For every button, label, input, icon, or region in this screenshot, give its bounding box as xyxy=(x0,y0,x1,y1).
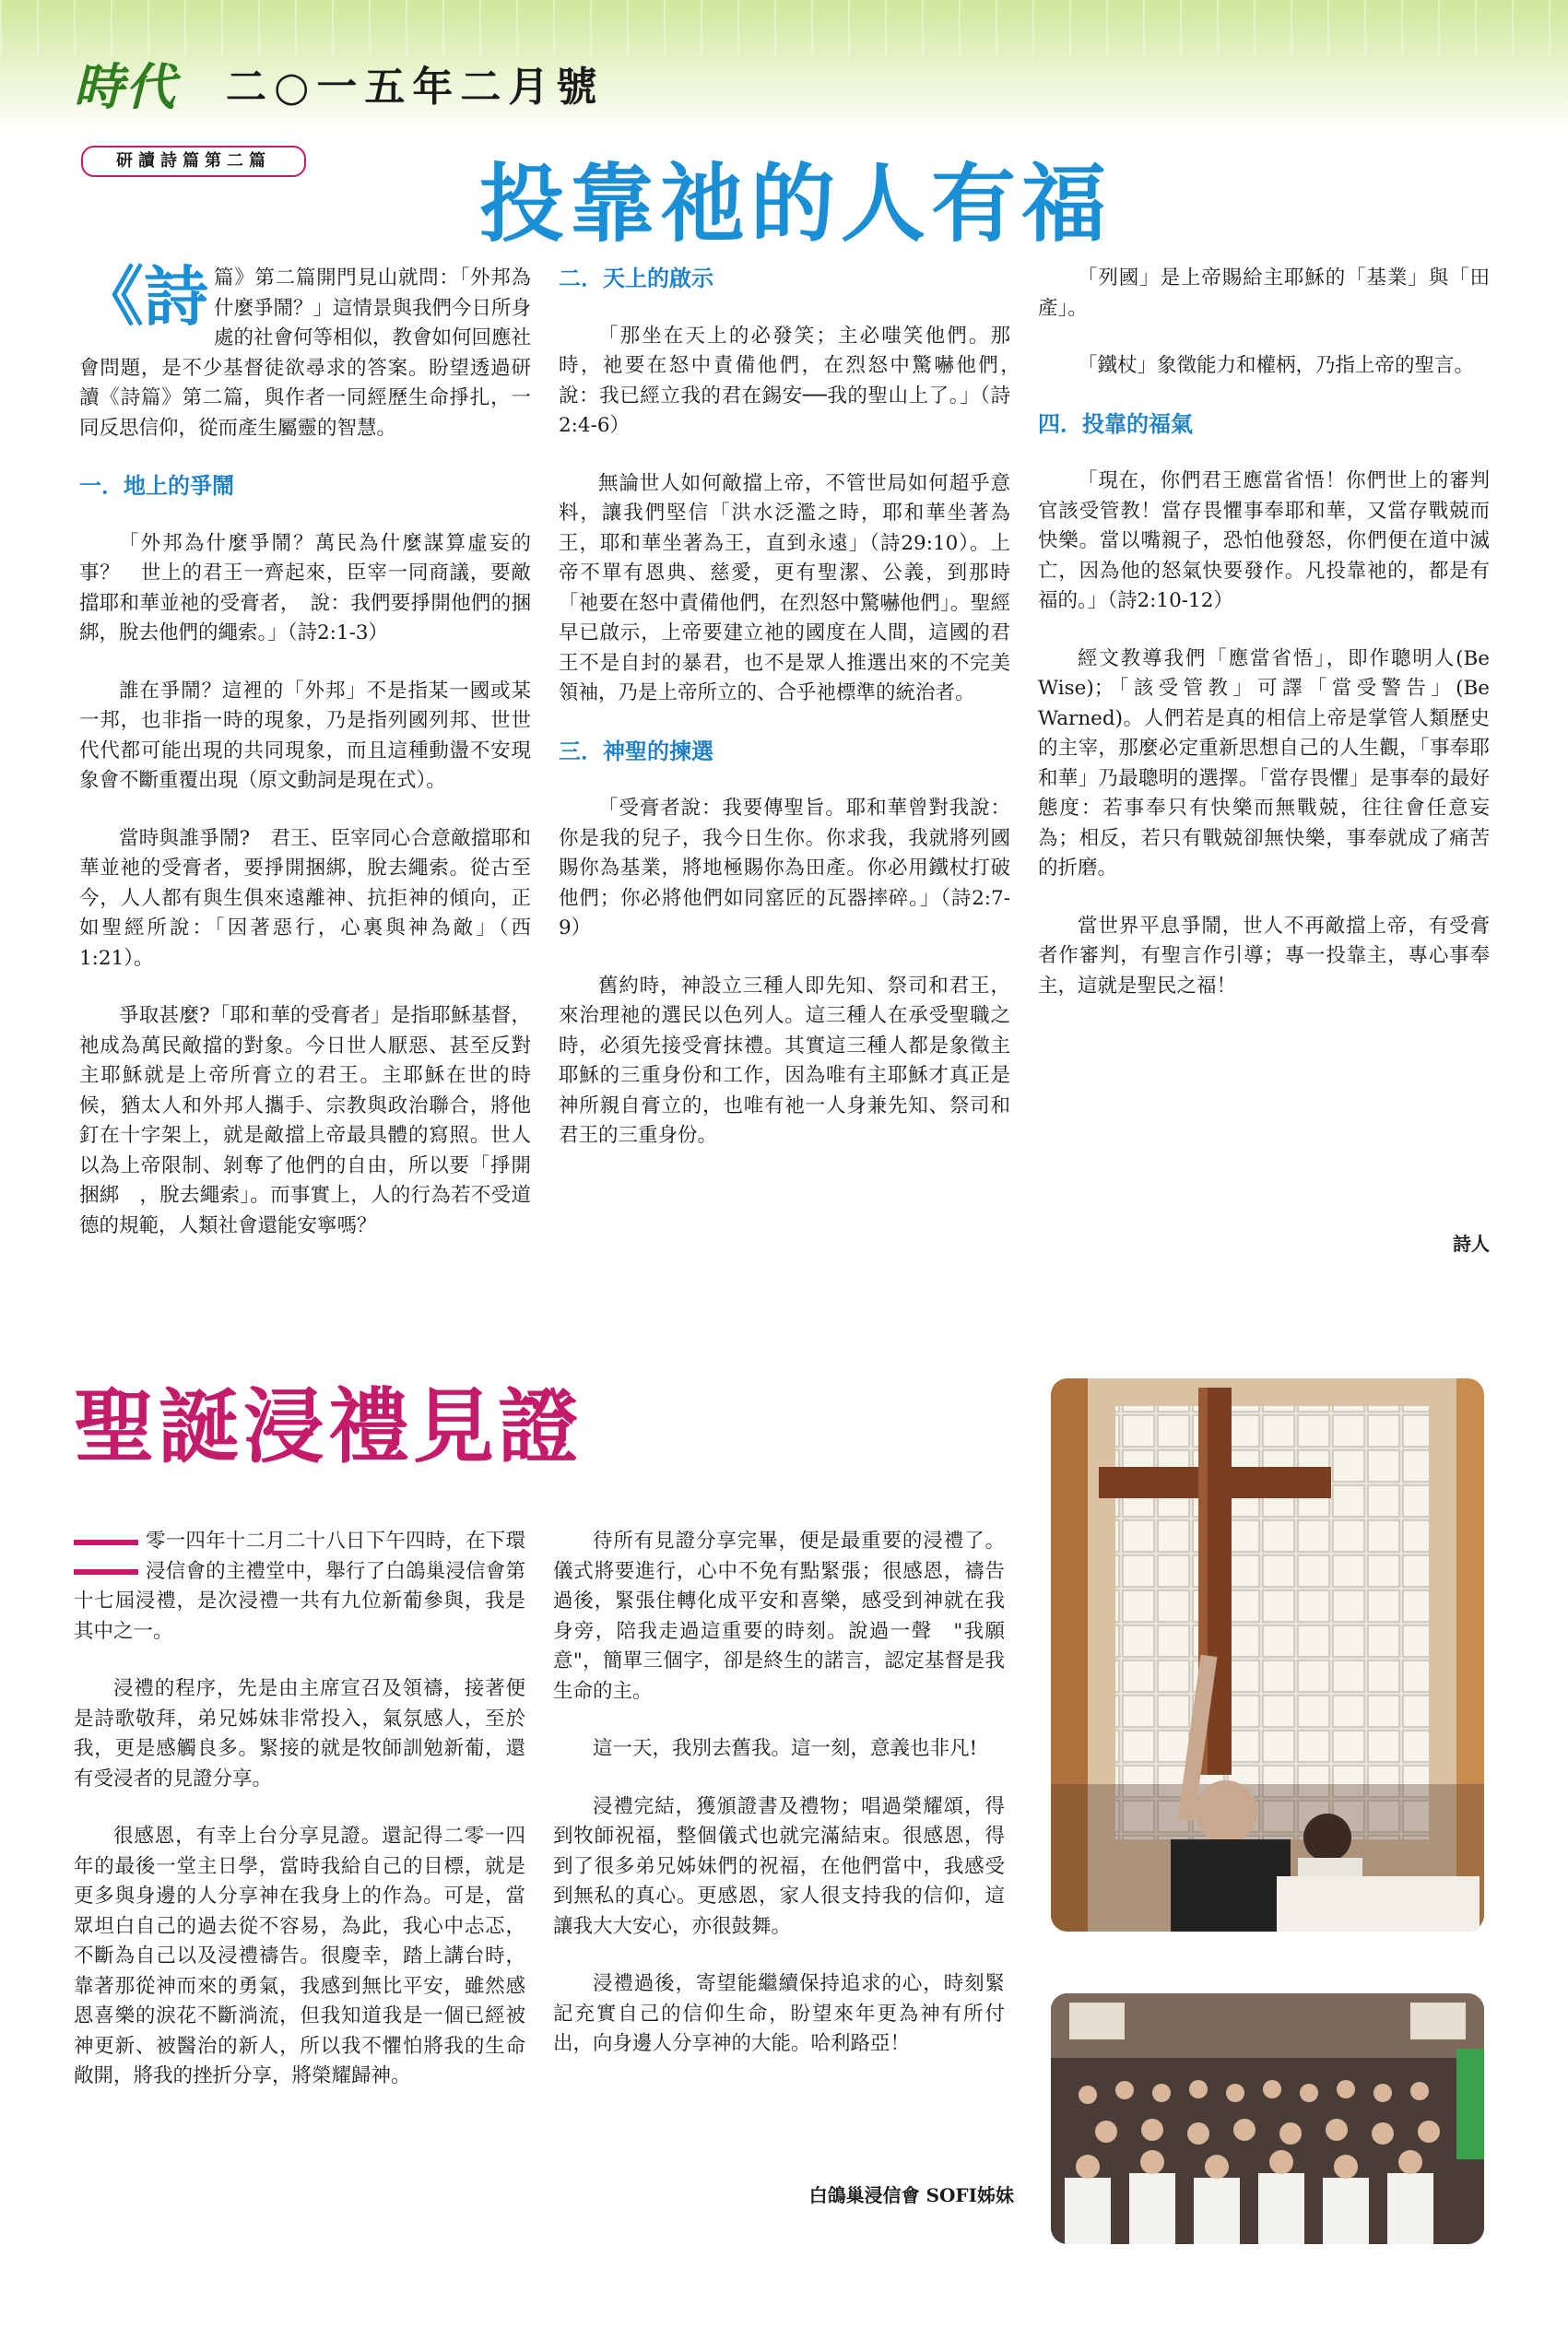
section-heading-3: 三．神聖的揀選 xyxy=(559,738,713,764)
issue-date: 二○一五年二月號 xyxy=(226,64,605,111)
paragraph: 經文教導我們「應當省悟」，即作聰明人(Be Wise)；「該受管教」可譯「當受警告」(Be Warned)。人們若是真的相信上帝是掌管人類歷史的主宰，那麼必定重新思想自己的人生觀，「事奉耶和華」乃最聰明的選擇。「當存畏懼」是事奉的最好態度：若事奉只有快樂而無戰兢，往往會任意妄為；相反，若只有戰兢卻無快樂，事奉就成了痛苦的折磨。 xyxy=(1038,646,1490,880)
testimony-column-1 xyxy=(74,1527,525,2120)
series-tag: 研讀詩篇第二篇 xyxy=(81,146,306,177)
paragraph: 舊約時，神設立三種人即先知、祭司和君王，來治理祂的選民以色列人。這三種人在承受聖職之時，必須先接受膏抹禮。其實這三種人都是象徵主耶穌的三重身份和工作，因為唯有主耶穌才真正是神所親自膏立的，也唯有祂一人身兼先知、祭司和君王的三重身份。 xyxy=(559,974,1010,1147)
article-column-3 xyxy=(1038,264,1490,1029)
drop-cap: 《詩 xyxy=(79,259,208,335)
paragraph: 無論世人如何敵擋上帝，不管世局如何超乎意料，讓我們堅信「洪水泛濫之時，耶和華坐著為王，耶和華坐著為王，直到永遠」（詩29:10）。上帝不單有恩典、慈愛，更有聖潔、公義，到那時「祂要在怒中責備他們，在烈怒中驚嚇他們」。聖經早已啟示，上帝要建立祂的國度在人間，這國的君王不是自封的暴君，也不是眾人推選出來的不完美領袖，乃是上帝所立的、合乎祂標準的統治者。 xyxy=(559,471,1010,704)
paragraph: 當世界平息爭鬧，世人不再敵擋上帝，有受膏者作審判，有聖言作引導；專一投靠主，專心事奉主，這就是聖民之福！ xyxy=(1038,914,1490,998)
paragraph: 這一天，我別去舊我。這一刻，意義也非凡! xyxy=(593,1737,978,1760)
paragraph: 「列國」是上帝賜給主耶穌的「基業」與「田產」。 xyxy=(1038,266,1490,320)
magazine-name: 時代 xyxy=(74,58,177,116)
paragraph: 浸禮過後，寄望能繼續保持追求的心，時刻緊記充實自己的信仰生命，盼望來年更為神有所付出，向身邊人分享神的大能。哈利路亞！ xyxy=(553,1972,1005,2055)
section-heading-2: 二．天上的啟示 xyxy=(559,266,713,291)
article-title-2: 聖誕浸禮見證 xyxy=(74,1379,584,1474)
paragraph: 「受膏者說：我要傳聖旨。耶和華曾對我說：你是我的兒子，我今日生你。你求我，我就將列國賜你為基業，將地極賜你為田產。你必用鐵杖打破他們；你必將他們如同窰匠的瓦器摔碎。」（詩2:7-9） xyxy=(559,797,1010,940)
section-heading-1: 一．地上的爭鬧 xyxy=(79,473,234,499)
paragraph: 「那坐在天上的必發笑；主必嗤笑他們。那時，祂要在怒中責備他們，在烈怒中驚嚇他們， 說：我已經立我的君在錫安──我的聖山上了。」（詩2:4-6） xyxy=(559,324,1031,437)
paragraph: 「鐵杖」象徵能力和權柄，乃指上帝的聖言。 xyxy=(1078,354,1475,377)
paragraph: 「現在，你們君王應當省悟！你們世上的審判官該受管教！當存畏懼事奉耶和華，又當存戰兢而快樂。當以嘴親子，恐怕他發怒，你們便在道中滅亡，因為他的怒氣快要發作。凡投靠祂的，都是有福的。」（詩2:10-12） xyxy=(1038,469,1490,612)
paragraph: 當時與誰爭鬧? 君王、臣宰同心合意敵擋耶和華並祂的受膏者，要掙開捆綁，脫去繩索。從古至今，人人都有與生俱來遠離神、抗拒神的傾向，正如聖經所說：「因著惡行，心裏與神為敵」（西1:21）。 xyxy=(79,826,531,970)
paragraph: 很感恩，有幸上台分享見證。還記得二零一四年的最後一堂主日學，當時我給自己的目標，就是更多與身邊的人分享神在我身上的作為。可是，當眾坦白自己的過去從不容易，為此，我心中忐忑，不斷為自己以及浸禮禱告。很慶幸，踏上講台時，靠著那從神而來的勇氣，我感到無比平安，雖然感恩喜樂的淚花不斷淌流，但我知道我是一個已經被神更新、被醫治的新人，所以我不懼怕將我的生命敞開，將我的挫折分享，將榮耀歸神。 xyxy=(74,1825,525,2087)
paragraph: 浸禮完結，獲頒證書及禮物；唱過榮耀頌，得到牧師祝福，整個儀式也就完滿結束。很感恩，得到了很多弟兄姊妹們的祝福，在他們當中，我感受到無私的真心。更感恩，家人很支持我的信仰，這讓我大大安心，亦很鼓舞。 xyxy=(553,1794,1005,1938)
intro-paragraph: 《詩篇》第二篇開門見山就問：「外邦為什麼爭鬧？」這情景與我們今日所身處的社會何等相似，教會如何回應社會問題，是不少基督徒欲尋求的答案。盼望透過研讀《詩篇》第二篇，與作者一同經歷生命掙扎，一同反思信仰，從而產生屬靈的智慧。 xyxy=(79,259,532,440)
article-column-2 xyxy=(559,264,1031,1179)
testimony-column-2 xyxy=(553,1527,1005,2087)
paragraph: 爭取甚麼?「耶和華的受膏者」是指耶穌基督，祂成為萬民敵擋的對象。今日世人厭惡、甚至反對主耶穌就是上帝所膏立的君王。主耶穌在世的時候，猶太人和外邦人攜手、宗教與政治聯合，將他釘在十字架上，就是敵擋上帝最具體的寫照。世人以為上帝限制、剝奪了他們的自由，所以要「掙開捆綁 ，脫去繩索」。而事實上，人的行為若不受道德的規範，人類社會還能安寧嗎？ xyxy=(79,1004,531,1237)
paragraph: 待所有見證分享完畢，便是最重要的浸禮了。儀式將要進行，心中不免有點緊張；很感恩，禱告過後，緊張住轉化成平安和喜樂，感受到神就在我身旁，陪我走過這重要的時刻。說過一聲 "我願意"，簡單三個字，卻是終生的諾言，認定基督是我生命的主。 xyxy=(553,1530,1005,1703)
section-heading-4: 四．投靠的福氣 xyxy=(1038,410,1193,437)
paragraph: 浸禮的程序，先是由主席宣召及領禱，接著便是詩歌敬拜，弟兄姊妹非常投入，氣氛感人，至於我，更是感觸良多。緊接的就是牧師訓勉新葡，還有受浸者的見證分享。 xyxy=(74,1677,525,1791)
paragraph: 誰在爭鬧？這裡的「外邦」不是指某一國或某一邦，也非指一時的現象，乃是指列國列邦、世世代代都可能出現的共同現象，而且這種動盪不安現象會不斷重覆出現（原文動詞是現在式）。 xyxy=(79,679,531,792)
article-column-1 xyxy=(79,259,532,1269)
header-pattern xyxy=(0,0,1568,55)
author-byline: 詩人 xyxy=(1453,1233,1490,1255)
intro-paragraph: 零一四年十二月二十八日下午四時，在下環浸信會的主禮堂中，舉行了白鴿巢浸信會第十七屆浸禮，是次浸禮一共有九位新葡參與，我是其中之一。 xyxy=(74,1530,525,1643)
author-byline-2: 白鴿巢浸信會 SOFI姊妹 xyxy=(808,2184,1014,2206)
congregation-group-photo xyxy=(1051,1993,1484,2244)
drop-cap-bars xyxy=(74,1532,138,1586)
article-title: 投靠祂的人有福 xyxy=(479,155,1113,254)
paragraph: 「外邦為什麼爭鬧？萬民為什麼謀算虛妄的事？ 世上的君王一齊起來，臣宰一同商議，要敵擋耶和華並祂的受膏者， 說：我們要掙開他們的捆綁，脫去他們的繩索。」（詩2:1-3） xyxy=(79,531,531,644)
baptism-cross-photo xyxy=(1051,1378,1484,1932)
